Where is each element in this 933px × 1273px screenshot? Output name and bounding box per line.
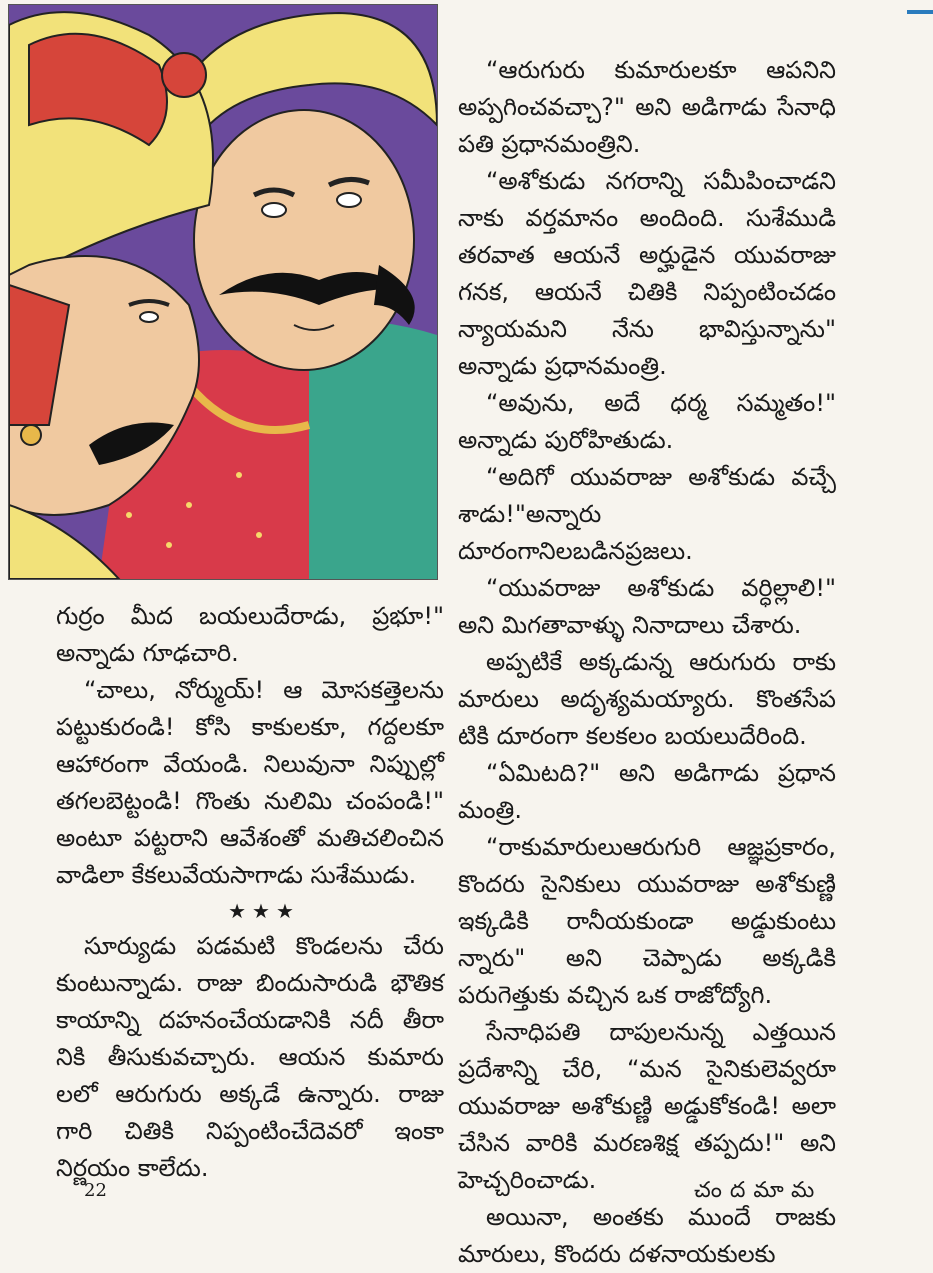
paragraph: “అదిగో యువరాజు అశోకుడు వచ్చే శాడు!"అన్నారు దూరంగానిలబడినప్రజలు.: [458, 463, 836, 565]
left-text-column: [56, 598, 444, 1187]
paragraph: అయినా, అంతకు ముందే రాజకు మారులు, కొందరు దళనాయకులకు: [458, 1203, 836, 1268]
right-text-column: [458, 52, 836, 1273]
paragraph: “అవును, అదే ధర్మ సమ్మతం!" అన్నాడు పురోహితుడు.: [458, 389, 836, 454]
courtiers-picture-icon: [9, 5, 437, 579]
paragraph: “యువరాజు అశోకుడు వర్ధిల్లాలి!" అని మిగతావాళ్ళు నినాదాలు చేశారు.: [458, 574, 836, 639]
paragraph: సేనాధిపతి దాపులనున్న ఎత్తయిన ప్రదేశాన్ని చేరి, “మన సైనికులెవ్వరూ యువరాజు అశోకుణ్ణి అడ్డుకోకండి! అలా చేసిన వారికి మరణశిక్ష తప్పదు!" అని హెచ్చరించాడు.: [458, 1018, 836, 1194]
paragraph: “అశోకుడు నగరాన్ని సమీపించాడని నాకు వర్తమానం అందింది. సుశేముడి తరవాత ఆయనే అర్హుడైన యువరాజు గనక, ఆయనే చితికి నిప్పంటించడం న్యాయమని నేను భావిస్తున్నాను" అన్నాడు ప్రధానమంత్రి.: [458, 167, 836, 380]
section-separator: ★★★: [228, 899, 300, 923]
two-courtiers-illustration: [8, 4, 438, 580]
page-number: 22: [84, 1180, 107, 1201]
magazine-name: చందమామ: [694, 1178, 823, 1203]
paragraph: సూర్యుడు పడమటి కొండలను చేరు కుంటున్నాడు. రాజు బిందుసారుడి భౌతిక కాయాన్ని దహనంచేయడానికి నదీ తీరా నికి తీసుకువచ్చారు. ఆయన కుమారు లలో ఆరుగురు అక్కడే ఉన్నారు. రాజు గారి చితికి నిప్పంటించేదెవరో ఇంకా నిర్ణయం కాలేదు.: [56, 932, 444, 1182]
paragraph: “ఆరుగురు కుమారులకూ ఆపనిని అప్పగించవచ్చా?" అని అడిగాడు సేనాధి పతి ప్రధానమంత్రిని.: [458, 56, 836, 158]
paragraph: “రాకుమారులుఆరుగురి ఆజ్ఞప్రకారం, కొందరు సైనికులు యువరాజు అశోకుణ్ణి ఇక్కడికి రానీయకుండా అడ్డుకుంటు న్నారు" అని చెప్పాడు అక్కడికి పరుగెత్తుకు వచ్చిన ఒక రాజోద్యోగి.: [458, 833, 836, 1009]
paragraph: “ఏమిటది?" అని అడిగాడు ప్రధాన మంత్రి.: [458, 759, 836, 824]
paragraph: అప్పటికే అక్కడున్న ఆరుగురు రాకు మారులు అదృశ్యమయ్యారు. కొంతసేప టికి దూరంగా కలకలం బయలుదేరింది.: [458, 648, 836, 750]
paragraph: గుర్రం మీద బయలుదేరాడు, ప్రభూ!" అన్నాడు గూఢచారి.: [56, 602, 444, 667]
paragraph: “చాలు, నోర్ముయ్! ఆ మోసకత్తెలను పట్టుకురండి! కోసి కాకులకూ, గద్దలకూ ఆహారంగా వేయండి. నిలువునా నిప్పుల్లో తగలబెట్టండి! గొంతు నులిమి చంపండి!" అంటూ పట్టరాని ఆవేశంతో మతిచలించిన వాడిలా కేకలువేయసాగాడు సుశేముడు.: [56, 676, 444, 889]
edge-mark: [907, 10, 933, 14]
